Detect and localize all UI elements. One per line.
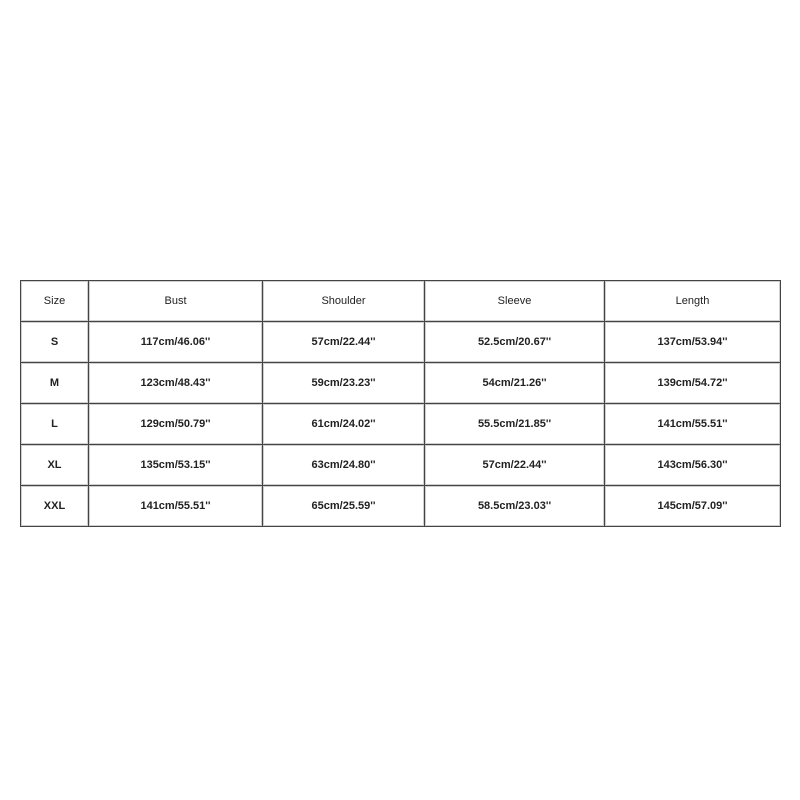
sleeve-cell: 55.5cm/21.85'' xyxy=(425,404,605,445)
sleeve-cell: 54cm/21.26'' xyxy=(425,363,605,404)
size-cell: L xyxy=(21,404,89,445)
size-chart-table xyxy=(20,280,781,527)
header-length: Length xyxy=(605,281,781,322)
size-cell: XXL xyxy=(21,486,89,527)
size-cell: M xyxy=(21,363,89,404)
length-cell: 137cm/53.94'' xyxy=(605,322,781,363)
shoulder-cell: 57cm/22.44'' xyxy=(263,322,425,363)
table-header-row xyxy=(21,281,781,322)
header-size: Size xyxy=(21,281,89,322)
bust-cell: 135cm/53.15'' xyxy=(89,445,263,486)
shoulder-cell: 59cm/23.23'' xyxy=(263,363,425,404)
shoulder-cell: 65cm/25.59'' xyxy=(263,486,425,527)
table-row xyxy=(21,404,781,445)
header-shoulder: Shoulder xyxy=(263,281,425,322)
sleeve-cell: 57cm/22.44'' xyxy=(425,445,605,486)
header-bust: Bust xyxy=(89,281,263,322)
length-cell: 143cm/56.30'' xyxy=(605,445,781,486)
size-cell: XL xyxy=(21,445,89,486)
length-cell: 141cm/55.51'' xyxy=(605,404,781,445)
shoulder-cell: 61cm/24.02'' xyxy=(263,404,425,445)
header-sleeve: Sleeve xyxy=(425,281,605,322)
table-row xyxy=(21,363,781,404)
bust-cell: 117cm/46.06'' xyxy=(89,322,263,363)
table-row xyxy=(21,322,781,363)
bust-cell: 129cm/50.79'' xyxy=(89,404,263,445)
table-row xyxy=(21,445,781,486)
sleeve-cell: 52.5cm/20.67'' xyxy=(425,322,605,363)
sleeve-cell: 58.5cm/23.03'' xyxy=(425,486,605,527)
bust-cell: 141cm/55.51'' xyxy=(89,486,263,527)
size-cell: S xyxy=(21,322,89,363)
length-cell: 139cm/54.72'' xyxy=(605,363,781,404)
length-cell: 145cm/57.09'' xyxy=(605,486,781,527)
shoulder-cell: 63cm/24.80'' xyxy=(263,445,425,486)
table-row xyxy=(21,486,781,527)
bust-cell: 123cm/48.43'' xyxy=(89,363,263,404)
